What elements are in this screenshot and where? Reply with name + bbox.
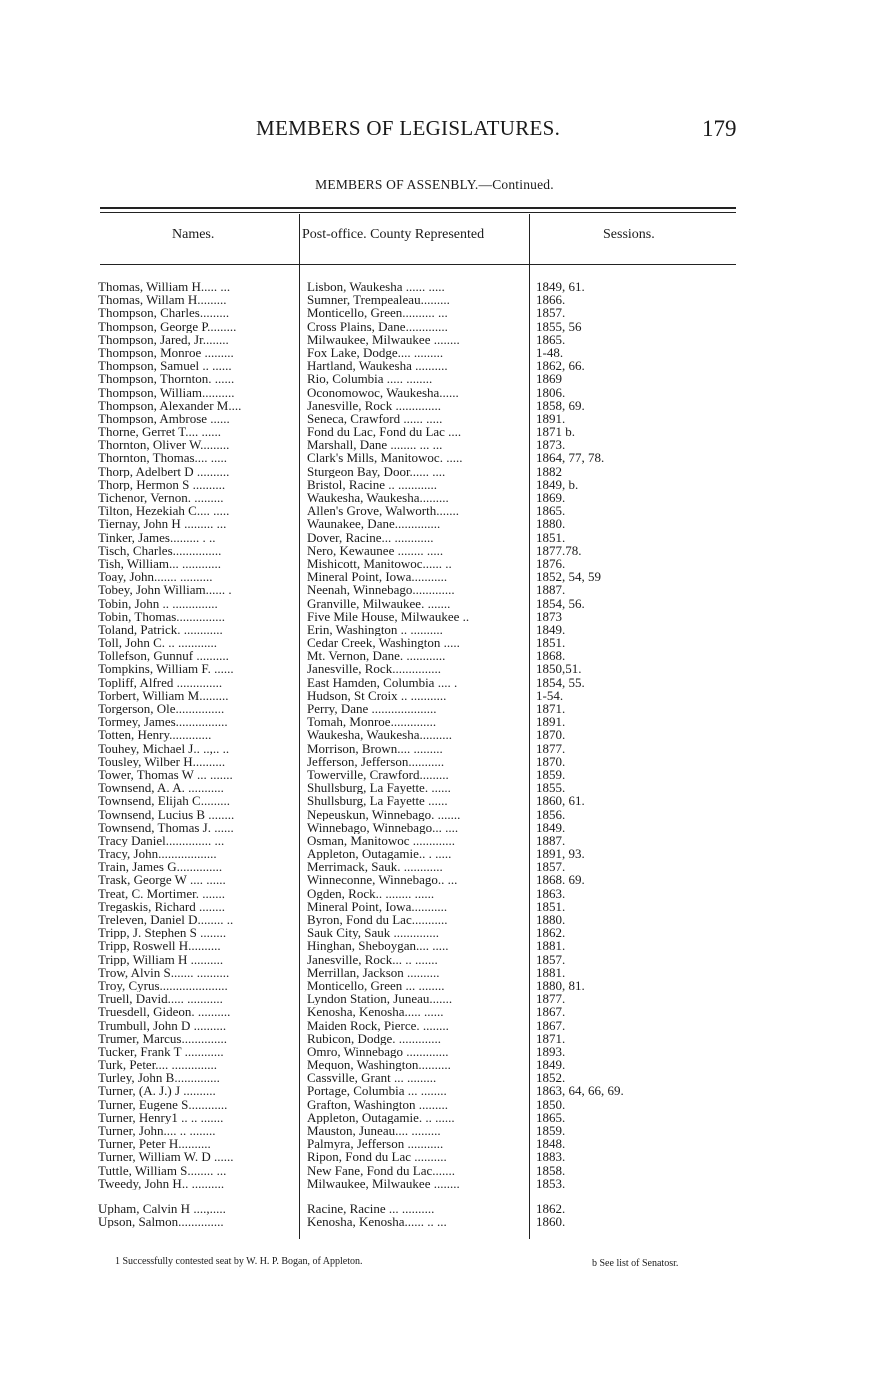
sessions-years: 1891. (536, 715, 566, 729)
member-name: Touhey, Michael J.. ..,.. .. (98, 741, 230, 755)
sessions-years: 1859. (536, 1124, 566, 1138)
post-office-county: Mineral Point, Iowa........... (307, 899, 448, 914)
post-office-county: Shullsburg, La Fayette. ...... (307, 781, 451, 795)
member-name: Thompson, Charles......... (98, 306, 230, 320)
table-row (0, 1177, 869, 1190)
sessions-years: 1877. (536, 992, 566, 1006)
table-row (0, 992, 869, 1005)
table-row (0, 399, 869, 412)
member-name: Trumer, Marcus.............. (98, 1031, 227, 1045)
member-name: Thompson, Alexander M.... (98, 398, 242, 412)
member-name: Tish, William... ............ (98, 556, 221, 571)
sessions-years: 1877. (536, 741, 566, 755)
table-row (0, 794, 869, 807)
sessions-years: 1860. (536, 1215, 566, 1229)
member-name: Thompson, Jared, Jr........ (98, 332, 229, 346)
post-office-county: Cedar Creek, Washington ..... (307, 636, 460, 650)
post-office-county: Cassville, Grant ... ......... (307, 1071, 437, 1085)
member-name: Trask, George W .... ...... (98, 873, 226, 887)
sessions-years: 1867. (536, 1005, 566, 1019)
table-row (0, 544, 869, 557)
table-row (0, 1111, 869, 1124)
sessions-years: 1871. (536, 702, 566, 716)
member-name: Thornton, Thomas.... ..... (98, 451, 228, 465)
sessions-years: 1893. (536, 1044, 566, 1059)
post-office-county: Waukesha, Waukesha.......... (307, 728, 452, 742)
sessions-years: 1858, 69. (536, 398, 585, 412)
post-office-county: Appleton, Outagamie.. . ..... (307, 847, 452, 861)
sessions-years: 1863, 64, 66, 69. (536, 1084, 624, 1098)
sessions-years: 1851. (536, 636, 566, 650)
column-header-sessions: Sessions. (603, 227, 655, 242)
table-row (0, 333, 869, 346)
member-name: Upham, Calvin H ....,..... (98, 1201, 226, 1216)
table-row (0, 966, 869, 979)
sessions-years: 1851. (536, 899, 566, 914)
member-name: Thorp, Adelbert D .......... (98, 464, 230, 478)
table-row (0, 1150, 869, 1163)
table-row (0, 887, 869, 900)
post-office-county: Allen's Grove, Walworth....... (307, 504, 459, 518)
post-office-county: Fond du Lac, Fond du Lac .... (307, 425, 462, 439)
member-name: Thompson, George P......... (98, 319, 237, 333)
post-office-county: Merrillan, Jackson .......... (307, 965, 440, 979)
member-name: Thompson, Samuel .. ...... (98, 359, 232, 373)
table-row (0, 1019, 869, 1032)
member-name: Tweedy, John H.. .......... (98, 1176, 225, 1190)
table-row (0, 386, 869, 399)
sessions-years: 1865. (536, 1110, 566, 1125)
sessions-years: 1849, 61. (536, 280, 585, 294)
table-row (0, 623, 869, 636)
sessions-years: 1849. (536, 622, 566, 637)
post-office-county: Kenosha, Kenosha..... ...... (307, 1005, 444, 1019)
table-row (0, 570, 869, 583)
member-name: Turner, Henry1 .. .. ....... (98, 1110, 224, 1125)
sessions-years: 1871. (536, 1031, 566, 1045)
sessions-years: 1871 b. (536, 425, 575, 439)
table-row (0, 873, 869, 886)
member-name: Tripp, Roswell H.......... (98, 939, 221, 953)
member-name: Tiernay, John H ......... ... (98, 517, 227, 531)
sessions-years: 1864, 77, 78. (536, 451, 605, 465)
sessions-years: 1853. (536, 1176, 566, 1190)
sessions-years: 1863. (536, 886, 566, 900)
member-name: Toay, John....... .......... (98, 570, 213, 584)
header-bottom-rule (100, 264, 736, 265)
sessions-years: 1849. (536, 1058, 566, 1072)
sessions-years: 1870. (536, 754, 566, 768)
column-header-post-office: Post-office. County Represented (302, 227, 485, 242)
sessions-years: 1880. (536, 913, 566, 927)
member-name: Tobin, John .. .............. (98, 596, 218, 610)
footnote-contested-seat: 1 Successfully contested seat by W. H. P. Bogan, of Appleton. (115, 1256, 363, 1267)
member-name: Townsend, Thomas J. ...... (98, 820, 234, 834)
post-office-county: Milwaukee, Milwaukee ........ (307, 1176, 460, 1190)
post-office-county: Marshall, Dane ........ ... ... (307, 438, 443, 452)
post-office-county: Jefferson, Jefferson........... (307, 754, 445, 768)
table-row (0, 900, 869, 913)
post-office-county: Palmyra, Jefferson ........... (307, 1137, 444, 1151)
sessions-years: 1880, 81. (536, 978, 585, 993)
member-name: Truesdell, Gideon. .......... (98, 1005, 231, 1019)
sessions-years: 1876. (536, 556, 566, 571)
table-row (0, 728, 869, 741)
table-row (0, 451, 869, 464)
sessions-years: 1855, 56 (536, 319, 582, 333)
post-office-county: Oconomowoc, Waukesha...... (307, 385, 459, 399)
post-office-county: Milwaukee, Milwaukee ........ (307, 332, 460, 346)
member-name: Toland, Patrick. ............ (98, 622, 223, 637)
post-office-county: Rio, Columbia ..... ........ (307, 372, 433, 386)
member-name: Turner, Eugene S............ (98, 1097, 228, 1111)
table-row (0, 702, 869, 715)
sessions-years: 1-54. (536, 688, 564, 703)
sessions-years: 1855. (536, 781, 566, 795)
post-office-county: Tomah, Monroe.............. (307, 715, 437, 729)
sessions-years: 1852. (536, 1071, 566, 1085)
table-row (0, 517, 869, 530)
post-office-county: Perry, Dane .................... (307, 702, 437, 716)
table-row (0, 808, 869, 821)
sessions-years: 1862, 66. (536, 359, 585, 373)
sessions-years: 1887. (536, 583, 566, 597)
table-row (0, 939, 869, 952)
table-row (0, 583, 869, 596)
post-office-county: East Hamden, Columbia .... . (307, 675, 458, 689)
post-office-county: Janesville, Rock .............. (307, 398, 441, 412)
member-name: Treat, C. Mortimer. ....... (98, 886, 225, 900)
table-row (0, 346, 869, 359)
sessions-years: 1862. (536, 926, 566, 940)
table-row (0, 610, 869, 623)
table-row (0, 320, 869, 333)
page-number: 179 (702, 116, 737, 141)
table-row (0, 412, 869, 425)
table-row (0, 742, 869, 755)
post-office-county: Janesville, Rock............... (307, 662, 441, 676)
sessions-years: 1887. (536, 833, 566, 848)
post-office-county: Morrison, Brown.... ......... (307, 741, 443, 755)
table-row (0, 781, 869, 794)
post-office-county: Omro, Winnebago ............. (307, 1044, 449, 1059)
member-name: Tollefson, Gunnuf .......... (98, 649, 229, 663)
post-office-county: Mishicott, Manitowoc...... .. (307, 556, 452, 571)
sessions-years: 1867. (536, 1018, 566, 1032)
member-name: Tichenor, Vernon. ......... (98, 491, 224, 505)
member-name: Thompson, Monroe ......... (98, 345, 234, 360)
post-office-county: Towerville, Crawford......... (307, 767, 449, 782)
post-office-county: Winneconne, Winnebago.. ... (307, 873, 458, 887)
member-name: Thomas, William H..... ... (98, 280, 231, 294)
member-name: Turner, Peter H.......... (98, 1137, 211, 1151)
post-office-county: Mineral Point, Iowa........... (307, 570, 448, 584)
table-row (0, 1137, 869, 1150)
member-name: Train, James G.............. (98, 860, 223, 874)
post-office-county: Portage, Columbia ... ........ (307, 1084, 447, 1098)
member-list (0, 280, 869, 1228)
table-row (0, 768, 869, 781)
member-name: Trow, Alvin S....... .......... (98, 965, 230, 979)
member-name: Treleven, Daniel D........ .. (98, 913, 234, 927)
sessions-years: 1854, 56. (536, 596, 585, 610)
post-office-county: Monticello, Green ... ........ (307, 978, 445, 993)
sessions-years: 1865. (536, 332, 566, 346)
post-office-county: Osman, Manitowoc ............. (307, 833, 456, 848)
post-office-county: Sturgeon Bay, Door...... .... (307, 464, 446, 478)
table-row (0, 662, 869, 675)
table-row (0, 491, 869, 504)
sessions-years: 1857. (536, 860, 566, 874)
post-office-county: Maiden Rock, Pierce. ........ (307, 1018, 449, 1032)
post-office-county: Mauston, Juneau.... ......... (307, 1124, 441, 1138)
table-top-rule (100, 207, 736, 213)
member-name: Tormey, James................ (98, 715, 228, 729)
running-title: MEMBERS OF LEGISLATURES. (256, 116, 561, 140)
post-office-county: Seneca, Crawford ...... ..... (307, 411, 443, 426)
post-office-county: Hinghan, Sheboygan.... ..... (307, 939, 449, 953)
member-name: Thompson, Thornton. ...... (98, 372, 235, 386)
table-row (0, 1215, 869, 1228)
post-office-county: Granville, Milwaukee. ....... (307, 596, 451, 610)
post-office-county: Cross Plains, Dane............. (307, 319, 448, 333)
member-name: Townsend, Lucius B ........ (98, 807, 235, 821)
member-name: Tobin, Thomas............... (98, 609, 226, 623)
sessions-years: 1883. (536, 1150, 566, 1164)
post-office-county: New Fane, Fond du Lac....... (307, 1163, 456, 1177)
table-row (0, 913, 869, 926)
post-office-county: Bristol, Racine .. ............ (307, 477, 437, 492)
table-row (0, 359, 869, 372)
sessions-years: 1881. (536, 965, 566, 979)
table-row (0, 372, 869, 385)
sessions-years: 1891, 93. (536, 847, 585, 861)
sessions-years: 1873. (536, 438, 566, 452)
member-name: Tousley, Wilber H.......... (98, 754, 226, 768)
post-office-county: Five Mile House, Milwaukee .. (307, 609, 470, 623)
post-office-county: Sauk City, Sauk .............. (307, 926, 440, 940)
post-office-county: Rubicon, Dodge. ............. (307, 1031, 441, 1045)
table-row (0, 1071, 869, 1084)
sessions-years: 1859. (536, 767, 566, 782)
page-header (0, 112, 869, 146)
table-row (0, 1124, 869, 1137)
post-office-county: Ripon, Fond du Lac .......... (307, 1150, 447, 1164)
table-row (0, 834, 869, 847)
sessions-years: 1891. (536, 411, 566, 426)
member-name: Totten, Henry............. (98, 728, 212, 742)
post-office-county: Clark's Mills, Manitowoc. ..... (307, 451, 463, 465)
sessions-years: 1862. (536, 1201, 566, 1216)
member-name: Tracy, John.................. (98, 847, 217, 861)
post-office-county: Ogden, Rock.. ........ ...... (307, 886, 435, 900)
member-name: Thomas, Willam H......... (98, 293, 227, 307)
post-office-county: Appleton, Outagamie. .. ...... (307, 1110, 455, 1125)
table-row (0, 557, 869, 570)
table-row (0, 531, 869, 544)
table-row (0, 676, 869, 689)
member-name: Thorp, Hermon S .......... (98, 477, 226, 492)
member-name: Tinker, James......... . .. (98, 530, 216, 544)
sessions-years: 1869 (536, 372, 562, 386)
post-office-county: Lyndon Station, Juneau....... (307, 992, 453, 1006)
member-name: Tobey, John William...... . (98, 583, 232, 597)
member-name: Turner, John.... .. ........ (98, 1124, 216, 1138)
member-name: Tilton, Hezekiah C.... ..... (98, 504, 230, 518)
sessions-years: 1850. (536, 1097, 566, 1111)
member-name: Torbert, William M......... (98, 688, 229, 703)
post-office-county: Waukesha, Waukesha......... (307, 491, 449, 505)
sessions-years: 1849, b. (536, 477, 579, 492)
table-row (0, 280, 869, 293)
post-office-county: Sumner, Trempealeau......... (307, 293, 450, 307)
table-row (0, 1005, 869, 1018)
member-name: Turner, William W. D ...... (98, 1150, 234, 1164)
post-office-county: Monticello, Green.......... ... (307, 306, 448, 320)
table-row (0, 689, 869, 702)
sessions-years: 1857. (536, 306, 566, 320)
table-row (0, 478, 869, 491)
member-name: Tower, Thomas W ... ....... (98, 767, 233, 782)
table-row (0, 1032, 869, 1045)
table-row (0, 860, 869, 873)
table-row (0, 1164, 869, 1177)
table-row (0, 1202, 869, 1215)
post-office-county: Shullsburg, La Fayette ...... (307, 794, 448, 808)
post-office-county: Waunakee, Dane.............. (307, 517, 441, 531)
sessions-years: 1850,51. (536, 662, 582, 676)
table-row (0, 847, 869, 860)
member-name: Toll, John C. .. ............ (98, 636, 217, 650)
post-office-county: Winnebago, Winnebago... .... (307, 820, 459, 834)
post-office-county: Dover, Racine... ............ (307, 530, 434, 544)
member-name: Turley, John B.............. (98, 1071, 220, 1085)
sessions-years: 1873 (536, 609, 562, 623)
table-row (0, 465, 869, 478)
table-row (0, 636, 869, 649)
member-name: Thorne, Gerret T.... ...... (98, 425, 221, 439)
post-office-county: Mequon, Washington.......... (307, 1058, 451, 1072)
post-office-county: Fox Lake, Dodge.... ......... (307, 345, 444, 360)
sessions-years: 1865. (536, 504, 566, 518)
table-row (0, 293, 869, 306)
member-name: Tompkins, William F. ...... (98, 662, 234, 676)
table-row (0, 597, 869, 610)
sessions-years: 1870. (536, 728, 566, 742)
table-row (0, 979, 869, 992)
post-office-county: Grafton, Washington ......... (307, 1097, 448, 1111)
member-name: Turk, Peter.... .............. (98, 1058, 218, 1072)
post-office-county: Kenosha, Kenosha...... .. ... (307, 1215, 447, 1229)
post-office-county: Mt. Vernon, Dane. ............ (307, 649, 446, 663)
member-name: Tregaskis, Richard ........ (98, 899, 225, 914)
post-office-county: Hudson, St Croix .. ........... (307, 688, 447, 703)
post-office-county: Byron, Fond du Lac........... (307, 913, 448, 927)
member-name: Truell, David..... ........... (98, 992, 223, 1006)
post-office-county: Nepeuskun, Winnebago. ....... (307, 807, 461, 821)
table-row (0, 438, 869, 451)
sessions-years: 1881. (536, 939, 566, 953)
member-name: Tracy Daniel.............. ... (98, 833, 225, 848)
sessions-years: 1848. (536, 1137, 566, 1151)
table-row (0, 1084, 869, 1097)
member-name: Tucker, Frank T ............ (98, 1044, 224, 1059)
member-name: Thompson, Ambrose ...... (98, 411, 230, 426)
table-row (0, 715, 869, 728)
post-office-county: Racine, Racine ... .......... (307, 1201, 435, 1216)
table-row (0, 1045, 869, 1058)
sessions-years: 1860, 61. (536, 794, 585, 808)
table-row (0, 649, 869, 662)
post-office-county: Janesville, Rock... .. ....... (307, 952, 438, 966)
sessions-years: 1868. 69. (536, 873, 585, 887)
member-name: Tuttle, William S........ ... (98, 1163, 227, 1177)
member-name: Townsend, A. A. ........... (98, 781, 224, 795)
table-row (0, 926, 869, 939)
sessions-years: 1877.78. (536, 543, 582, 557)
sessions-years: 1849. (536, 820, 566, 834)
member-name: Topliff, Alfred .............. (98, 675, 223, 689)
sessions-years: 1854, 55. (536, 675, 585, 689)
member-name: Townsend, Elijah C......... (98, 794, 230, 808)
sessions-years: 1858. (536, 1163, 566, 1177)
member-name: Troy, Cyrus..................... (98, 978, 228, 993)
table-row (0, 425, 869, 438)
member-name: Torgerson, Ole............... (98, 702, 225, 716)
column-header-names: Names. (172, 227, 215, 242)
member-name: Tripp, J. Stephen S ........ (98, 926, 227, 940)
table-row (0, 1058, 869, 1071)
sessions-years: 1866. (536, 293, 566, 307)
table-row (0, 504, 869, 517)
post-office-county: Erin, Washington .. .......... (307, 622, 443, 637)
section-title: MEMBERS OF ASSENBLY.—Continued. (315, 177, 554, 192)
post-office-county: Nero, Kewaunee ........ ..... (307, 543, 444, 557)
footnote-senators: b See list of Senatosr. (592, 1258, 679, 1269)
table-row (0, 1098, 869, 1111)
member-name: Turner, (A. J.) J .......... (98, 1084, 216, 1098)
sessions-years: 1851. (536, 530, 566, 544)
member-name: Upson, Salmon.............. (98, 1215, 224, 1229)
sessions-years: 1852, 54, 59 (536, 570, 601, 584)
member-name: Thornton, Oliver W......... (98, 438, 230, 452)
member-name: Tisch, Charles............... (98, 543, 222, 557)
sessions-years: 1868. (536, 649, 566, 663)
sessions-years: 1857. (536, 952, 566, 966)
table-row (0, 953, 869, 966)
table-row (0, 306, 869, 319)
member-name: Tripp, William H .......... (98, 952, 224, 966)
member-name: Thompson, William.......... (98, 385, 235, 399)
post-office-county: Lisbon, Waukesha ...... ..... (307, 280, 445, 294)
post-office-county: Neenah, Winnebago............. (307, 583, 455, 597)
post-office-county: Hartland, Waukesha .......... (307, 359, 448, 373)
sessions-years: 1806. (536, 385, 566, 399)
table-row (0, 755, 869, 768)
post-office-county: Merrimack, Sauk. ............ (307, 860, 443, 874)
sessions-years: 1869. (536, 491, 566, 505)
sessions-years: 1880. (536, 517, 566, 531)
table-row (0, 821, 869, 834)
sessions-years: 1856. (536, 807, 566, 821)
sessions-years: 1882 (536, 464, 562, 478)
member-name: Trumbull, John D .......... (98, 1018, 227, 1032)
sessions-years: 1-48. (536, 345, 564, 360)
